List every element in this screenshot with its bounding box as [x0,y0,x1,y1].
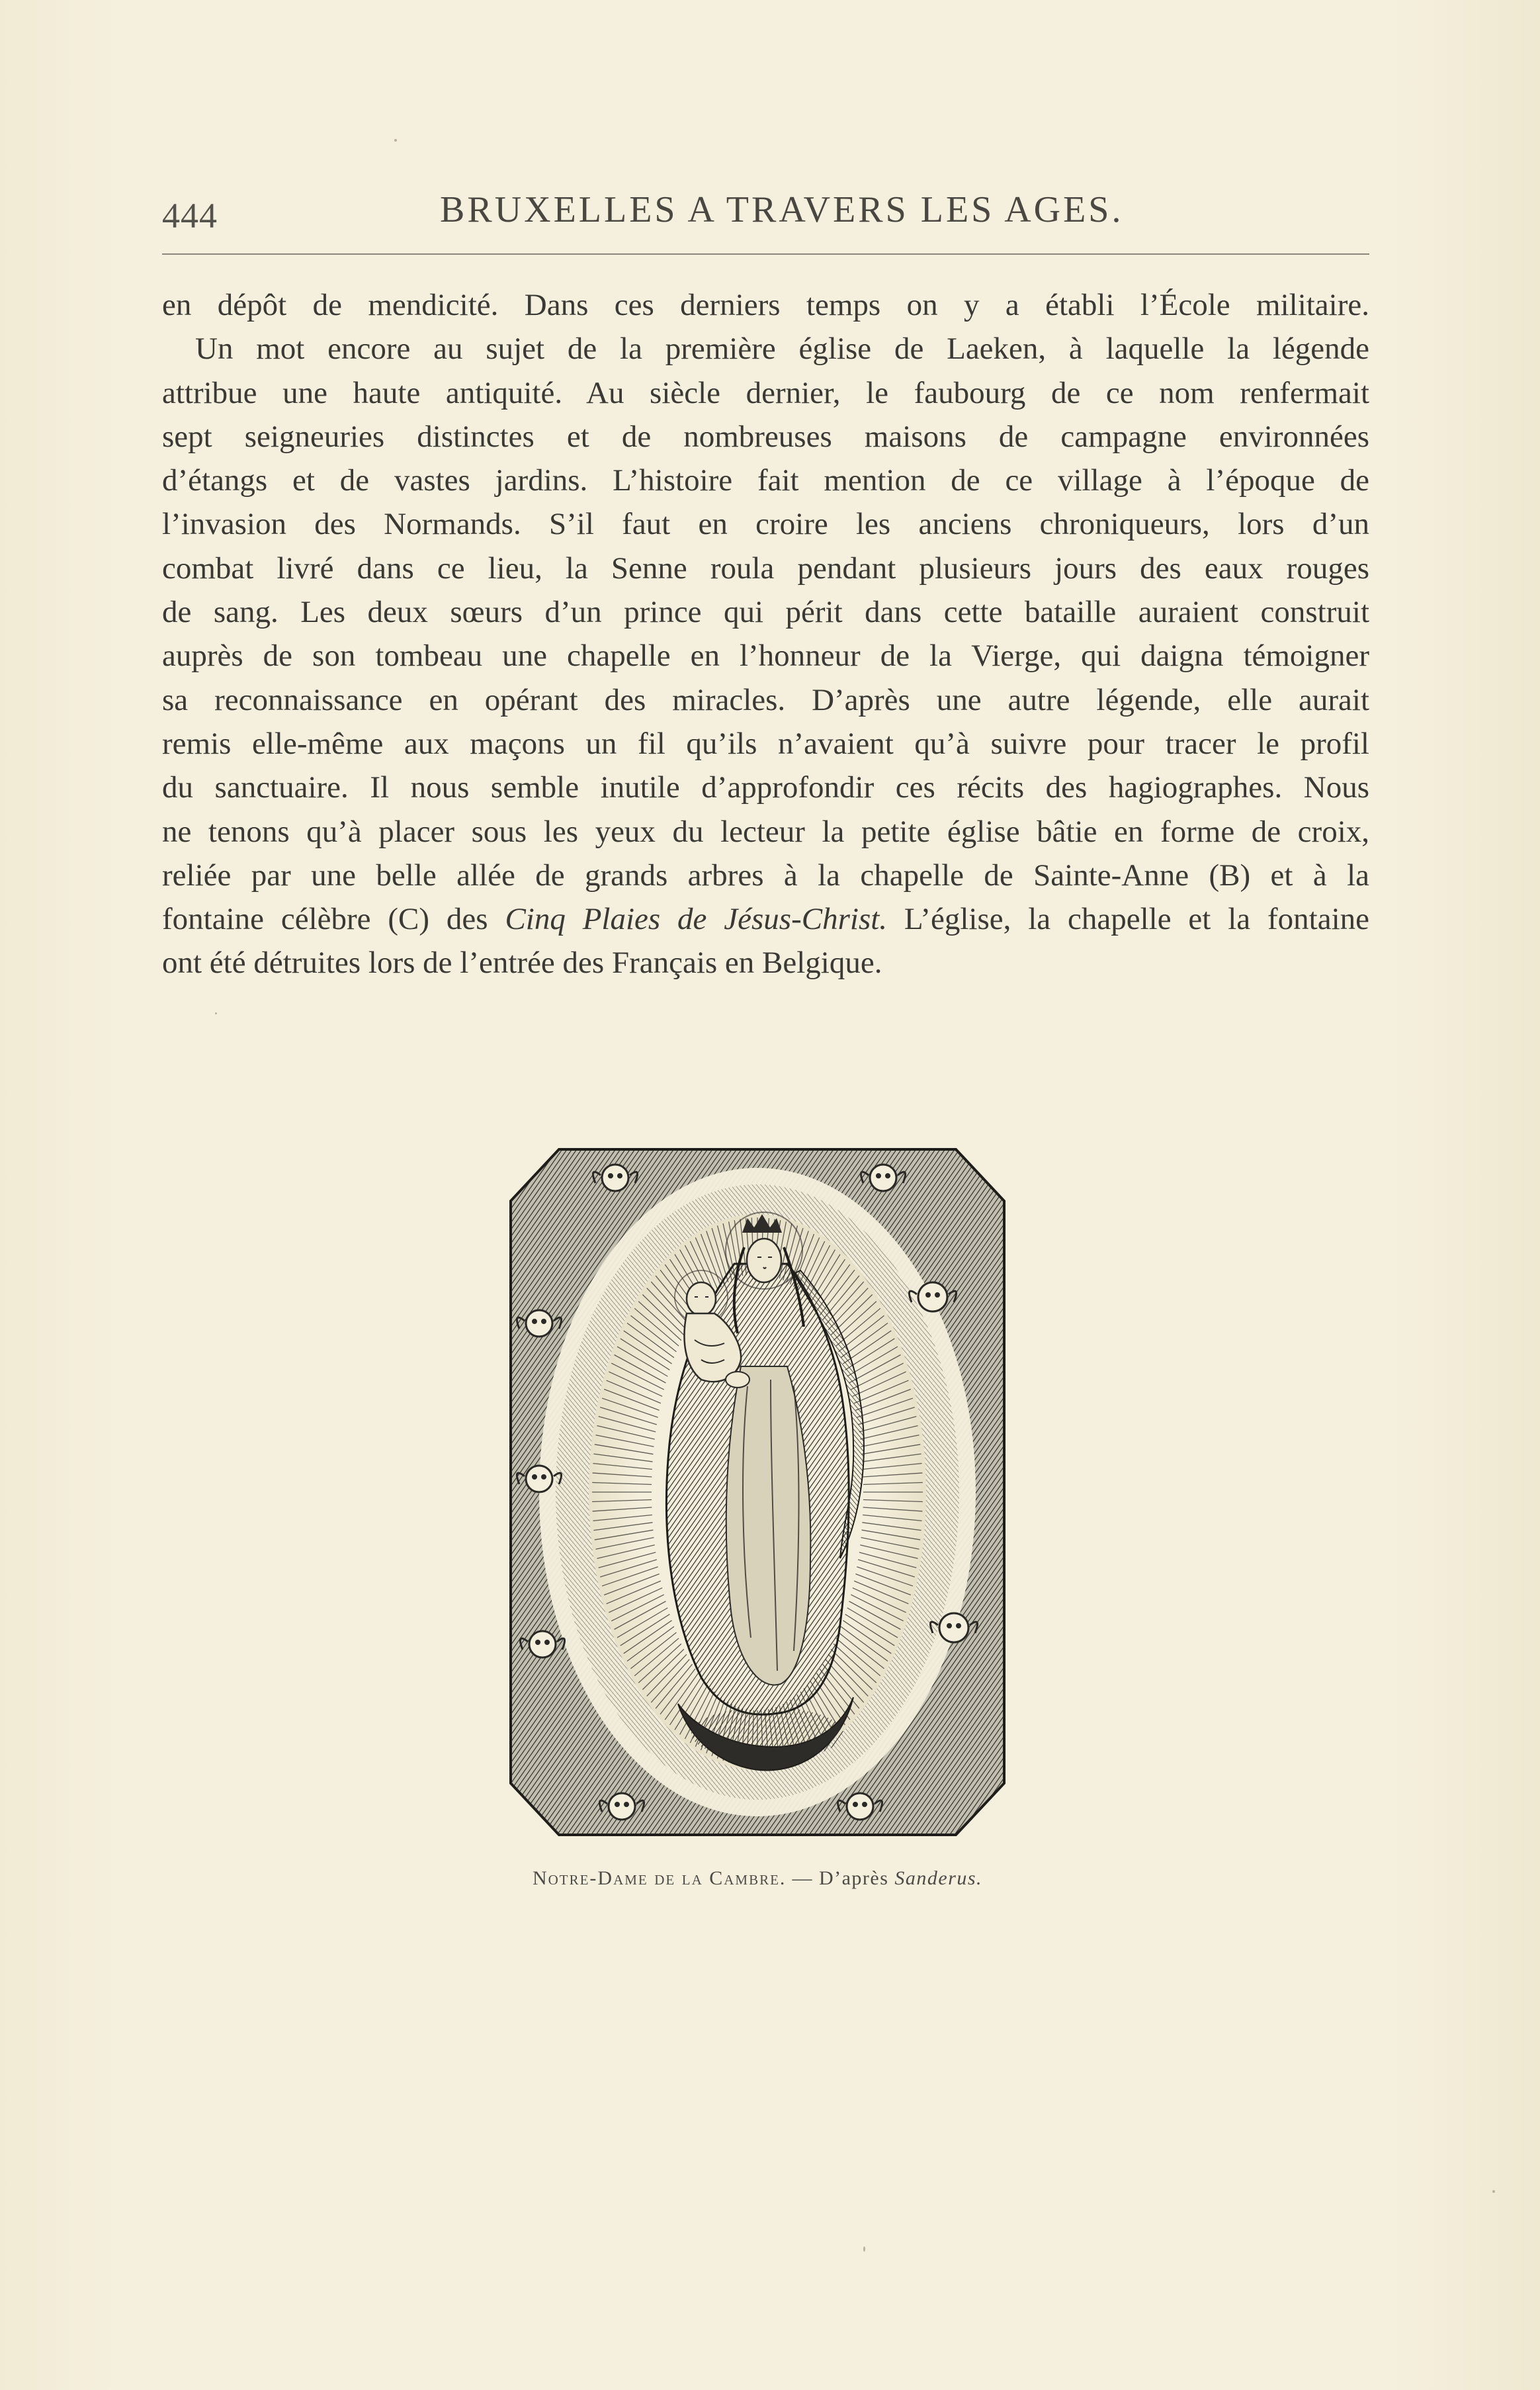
text-span: L’église, la chapelle et la fontaine [887,902,1369,937]
body-line: ne tenons qu’à placer sous les yeux du lecteur la petite église bâtie en forme de croix, [162,814,1369,849]
body-line: attribue une haute antiquité. Au siècle dernier, le faubourg de ce nom renfermait [162,375,1369,410]
paper-speck [215,1012,217,1014]
figure-caption [503,1867,1012,1890]
body-paragraph [162,283,1369,985]
body-line: en dépôt de mendicité. Dans ces derniers temps on y a établi l’École militaire. [162,288,1369,322]
body-line: d’étangs et de vastes jardins. L’histoire fait mention de ce village à l’époque de [162,463,1369,498]
page-header [162,189,1369,248]
body-line: reliée par une belle allée de grands arbres à la chapelle de Sainte-Anne (B) et à la [162,858,1369,893]
body-line: de sang. Les deux sœurs d’un prince qui périt dans cette bataille auraient construit [162,595,1369,630]
caption-source: Sanderus. [894,1867,983,1889]
body-line: l’invasion des Normands. S’il faut en croire les anciens chroniqueurs, lors d’un [162,507,1369,542]
body-line-with-italic [162,897,1369,941]
body-line: sept seigneuries distinctes et de nombreuses maisons de campagne environnées [162,419,1369,454]
italic-title: Cinq Plaies de Jésus-Christ. [505,902,888,937]
body-line: Un mot encore au sujet de la première église de Laeken, à laquelle la légende [195,332,1369,367]
body-line: combat livré dans ce lieu, la Senne roula pendant plusieurs jours des eaux rouges [162,551,1369,586]
caption-title: Notre-Dame de la Cambre. [532,1867,787,1889]
page-number: 444 [162,196,218,236]
paper-speck [394,139,397,142]
paper-speck [1492,2190,1495,2193]
engraving-madonna-illustration [509,1148,1005,1836]
body-line: du sanctuaire. Il nous semble inutile d’approfondir ces récits des hagiographes. Nous [162,770,1369,805]
caption-separator: — D’après [786,1867,895,1889]
text-span: fontaine célèbre (C) des [162,902,505,937]
header-rule [162,253,1369,255]
body-line: ont été détruites lors de l’entrée des Français en Belgique. [162,946,882,981]
body-line: sa reconnaissance en opérant des miracles. D’après une autre légende, elle aurait [162,682,1369,717]
body-line: remis elle-même aux maçons un fil qu’ils n’avaient qu’à suivre pour tracer le profil [162,726,1369,761]
paper-speck [863,2246,865,2252]
running-title: BRUXELLES A TRAVERS LES AGES. [440,189,1124,230]
body-line: auprès de son tombeau une chapelle en l’honneur de la Vierge, qui daigna témoigner [162,639,1369,674]
